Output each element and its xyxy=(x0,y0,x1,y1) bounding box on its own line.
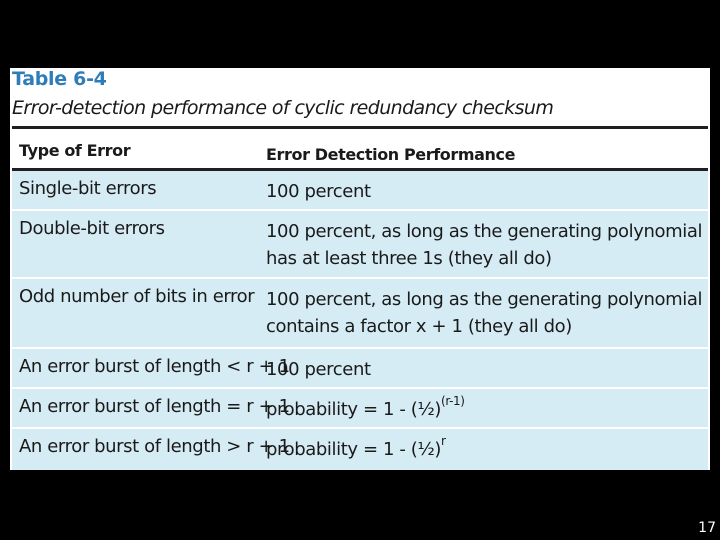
row-error-type: An error burst of length = r + 1 xyxy=(19,396,290,417)
performance-text: 100 percent xyxy=(266,181,371,202)
table-row xyxy=(12,211,708,279)
performance-text: 100 percent xyxy=(266,359,371,380)
row-performance xyxy=(266,436,706,465)
row-error-type: Double-bit errors xyxy=(19,218,165,239)
performance-text: probability = 1 - (½) xyxy=(266,399,442,420)
top-rule xyxy=(12,126,708,129)
performance-text: probability = 1 - (½) xyxy=(266,439,442,460)
table-row xyxy=(12,171,708,211)
row-error-type: Odd number of bits in error xyxy=(19,286,255,307)
table-row xyxy=(12,389,708,429)
table-row xyxy=(12,279,708,349)
row-performance xyxy=(266,218,706,272)
row-error-type: An error burst of length > r + 1 xyxy=(19,436,290,457)
header-type-of-error: Type of Error xyxy=(19,141,131,160)
table-caption: Error-detection performance of cyclic redundancy checksum xyxy=(12,97,554,119)
table-header-row xyxy=(12,132,708,171)
table-row xyxy=(12,429,708,470)
header-error-detection-performance: Error Detection Performance xyxy=(266,145,516,164)
table-row xyxy=(12,349,708,389)
performance-text: 100 percent, as long as the generating polynomial contains a factor x + 1 (they all do) xyxy=(266,289,703,337)
performance-text: 100 percent, as long as the generating polynomial has at least three 1s (they all do) xyxy=(266,221,703,269)
row-performance xyxy=(266,396,706,425)
table-label: Table 6-4 xyxy=(12,68,107,90)
row-error-type: An error burst of length < r + 1 xyxy=(19,356,290,377)
exponent: (r-1) xyxy=(441,394,465,408)
row-performance xyxy=(266,178,706,205)
row-performance xyxy=(266,286,706,340)
row-performance xyxy=(266,356,706,383)
exponent: r xyxy=(441,434,446,448)
table-panel xyxy=(10,68,710,470)
table-grid xyxy=(12,132,708,470)
page-number: 17 xyxy=(698,520,716,536)
row-error-type: Single-bit errors xyxy=(19,178,157,199)
